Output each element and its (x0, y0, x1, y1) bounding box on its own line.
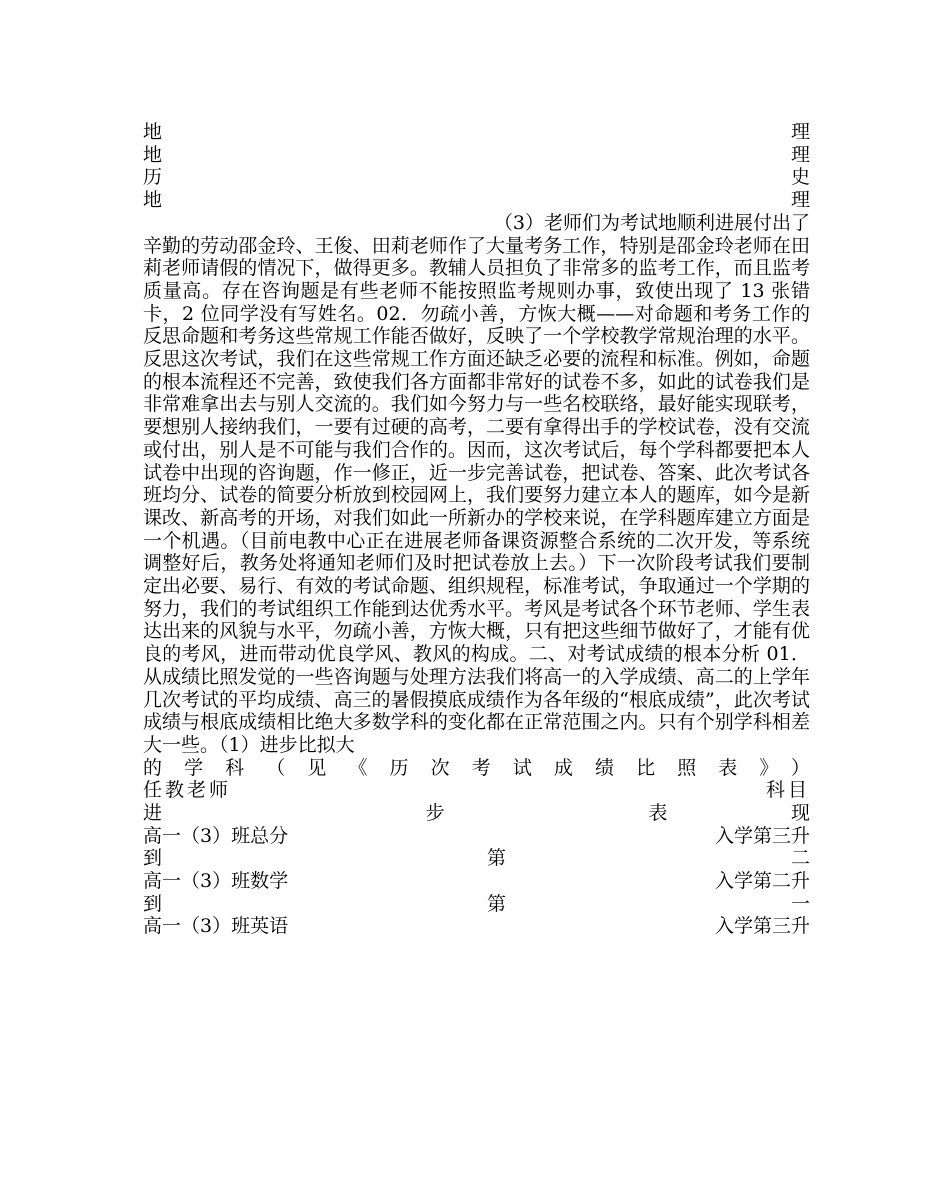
table-row-continuation (143, 893, 810, 916)
spread-line: 的学科（见《历次考试成绩比照表》） (143, 756, 810, 779)
subject-row (143, 144, 810, 167)
class-subject: 高一（3）班数学 (143, 870, 289, 893)
table-header-row (143, 779, 810, 802)
header-subject: 科目 (765, 779, 810, 802)
progress-value: 入学第三升 (714, 915, 810, 938)
progress-value: 入学第三升 (714, 824, 810, 847)
subject-list (143, 121, 810, 234)
subject-row-right: 理 (790, 143, 810, 166)
header-progress-4: 现 (790, 802, 810, 825)
subject-row (143, 121, 810, 144)
continuation-c: 一 (790, 892, 810, 915)
class-subject: 高一（3）班总分 (143, 824, 289, 847)
header-progress-3: 表 (648, 802, 668, 825)
class-subject: 高一（3）班英语 (143, 915, 289, 938)
subject-row-left: 地 (143, 121, 163, 143)
subject-row (143, 166, 810, 189)
subject-row-right: 理 (790, 189, 810, 212)
header-progress-2: 步 (425, 802, 445, 825)
continuation-c: 二 (790, 847, 810, 870)
continuation-a: 到 (143, 892, 163, 915)
header-progress-1: 进 (143, 802, 163, 825)
indented-line-text: （3）老师们为考试地顺利进展付出了 (493, 211, 810, 234)
subject-row-left: 地 (143, 143, 163, 166)
subject-row-right: 理 (790, 121, 810, 143)
table-row (143, 870, 810, 893)
subject-row-left: 地 (143, 189, 163, 212)
table-header-row (143, 802, 810, 825)
progress-value: 入学第二升 (714, 870, 810, 893)
subject-row (143, 189, 810, 212)
continuation-b: 第 (486, 847, 506, 870)
table-row-continuation (143, 847, 810, 870)
indented-line (143, 212, 810, 235)
table-row (143, 915, 810, 938)
main-paragraph: 辛勤的劳动邵金玲、王俊、田莉老师作了大量考务工作，特别是邵金玲老师在田莉老师请假的情况下，做得更多。教辅人员担负了非常多的监考工作，而且监考质量高。存在咨询题是有些老师不能按照监考规则办事，致使出现了 13 张错卡，2 位同学没有写姓名。02．勿疏小善，方恢大概——对命题和考务工作的反思命题和考务这些常规工作能否做好，反映了一个学校教学常规治理的水平。反思这次考试，我们在这些常规工作方面还缺乏必要的流程和标准。例如，命题的根本流程还不完善，致使我们各方面都非常好的试卷不多，如此的试卷我们是非常难拿出去与别人交流的。我们如今努力与一些名校联络，最好能实现联考，要想别人接纳我们，一要有过硬的高考，二要有拿得出手的学校试卷，没有交流或付出，别人是不可能与我们合作的。因而，这次考试后，每个学科都要把本人试卷中出现的咨询题，作一修正，近一步完善试卷，把试卷、答案、此次考试各班均分、试卷的简要分析放到校园网上，我们要努力建立本人的题库，如今是新课改、新高考的开场，对我们如此一所新办的学校来说，在学科题库建立方面是一个机遇。（目前电教中心正在进展老师备课资源整合系统的二次开发，等系统调整好后，教务处将通知老师们及时把试卷放上去。）下一次阶段考试我们要制定出必要、易行、有效的考试命题、组织规程，标准考试，争取通过一个学期的努力，我们的考试组织工作能到达优秀水平。考风是考试各个环节老师、学生表达出来的风貌与水平，勿疏小善，方恢大概，只有把这些细节做好了，才能有优良的考风，进而带动优良学风、教风的构成。二、对考试成绩的根本分析 01．从成绩比照发觉的一些咨询题与处理方法我们将高一的入学成绩、高二的上学年几次考试的平均成绩、高三的暑假摸底成绩作为各年级的“根底成绩”，此次考试成绩与根底成绩相比绝大多数学科的变化都在正常范围之内。只有个别学科相差大一些。（1）进步比拟大 (143, 234, 810, 756)
continuation-b: 第 (486, 892, 506, 915)
body-text (143, 235, 810, 939)
subject-row-left: 历 (143, 166, 163, 189)
subject-row-right: 史 (790, 166, 810, 189)
continuation-a: 到 (143, 847, 163, 870)
header-teacher: 任教老师 (143, 779, 232, 802)
table-row (143, 825, 810, 848)
